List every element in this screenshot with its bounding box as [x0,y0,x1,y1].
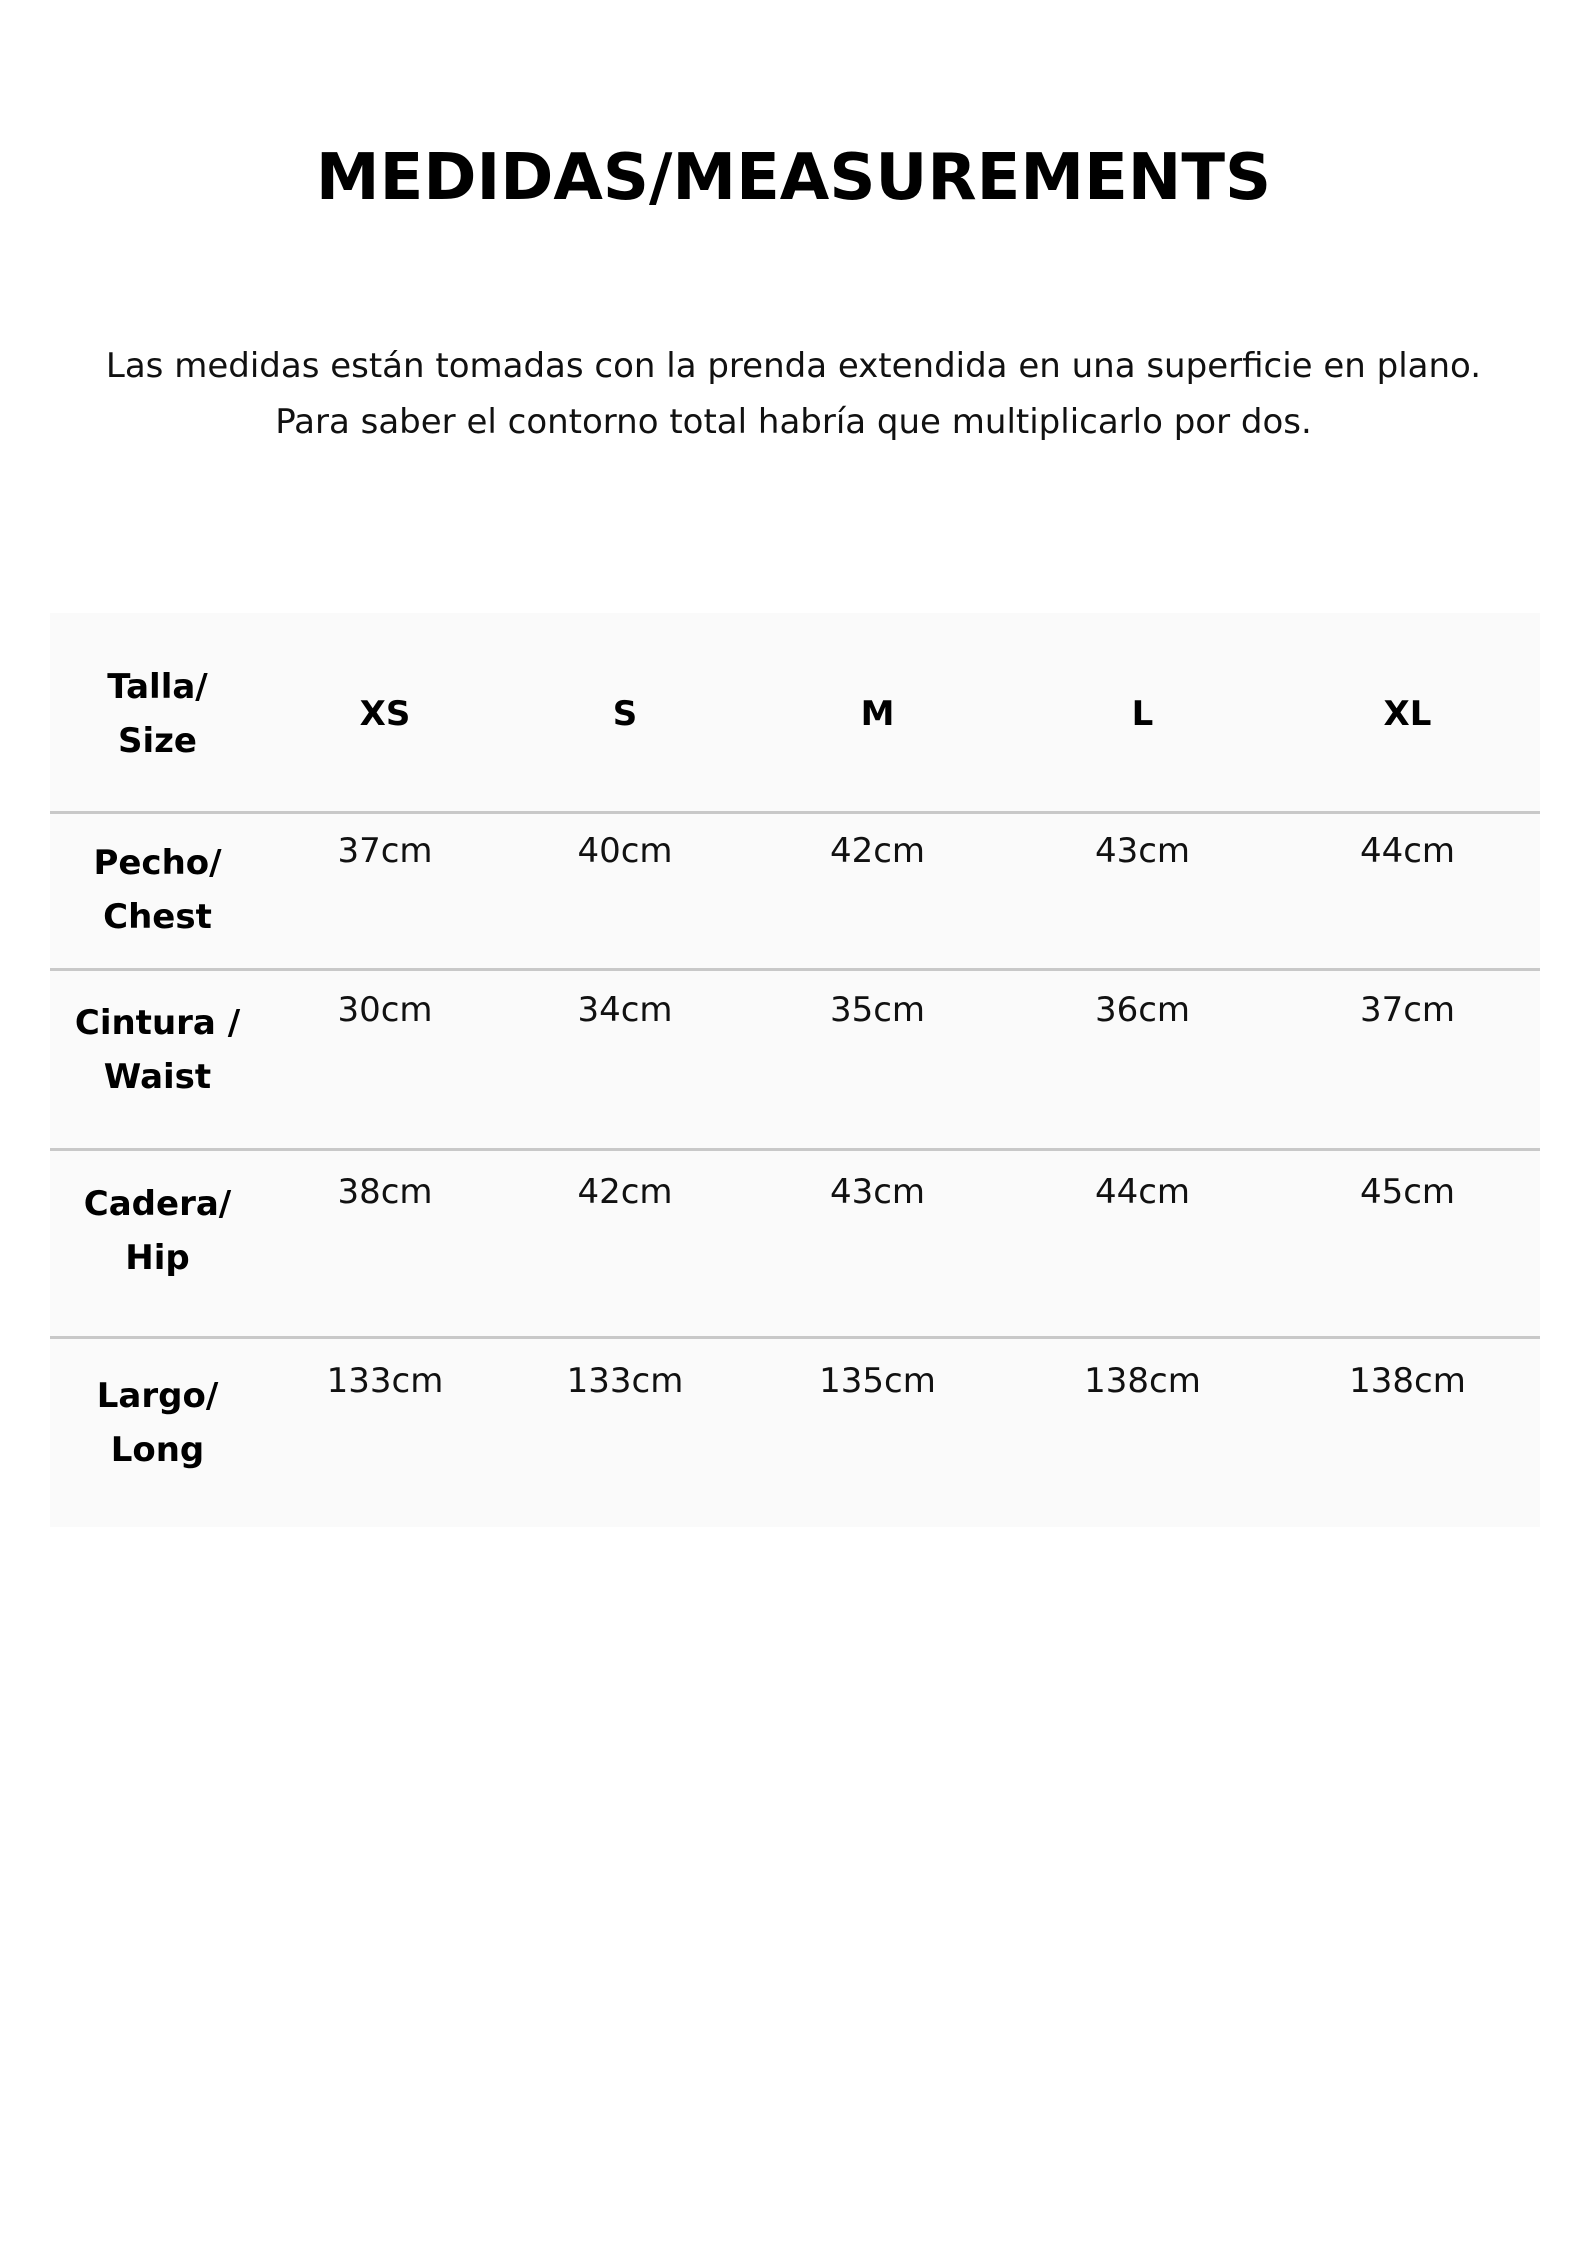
table-row-long [50,1339,1540,1527]
table-cell: 38cm [337,1172,433,1212]
table-cell: 36cm [1094,990,1191,1030]
label-line: Chest [103,897,212,937]
size-header-label [50,613,265,814]
row-label-waist [50,971,265,1151]
table-cell: 40cm [577,831,673,871]
table-cell: 43cm [1094,831,1191,871]
table-cell: 44cm [1094,1172,1191,1212]
size-xs-header: XS [359,694,411,734]
table-row-chest [50,814,1540,971]
label-line: Largo/ [96,1376,219,1416]
label-line: Waist [103,1057,212,1097]
row-label-hip [50,1151,265,1339]
size-s-header: S [612,694,638,734]
table-row-hip [50,1151,1540,1339]
table-cell: 133cm [326,1361,444,1401]
table-cell: 44cm [1359,831,1456,871]
table-header-row [50,613,1540,814]
label-line: Pecho/ [93,843,222,883]
table-row-waist [50,971,1540,1151]
label-line: Cadera/ [83,1184,232,1224]
intro-line-2: Para saber el contorno total habría que multiplicarlo por dos. [275,402,1312,442]
intro-text [0,338,1587,450]
table-cell: 43cm [829,1172,926,1212]
table-cell: 34cm [577,990,673,1030]
table-cell: 138cm [1349,1361,1466,1401]
row-label-chest [50,814,265,971]
size-xl-header: XL [1383,694,1432,734]
label-line: Talla/ [107,667,208,707]
label-line: Long [110,1430,205,1470]
table-cell: 45cm [1359,1172,1456,1212]
table-cell: 133cm [566,1361,684,1401]
table-cell: 35cm [829,990,926,1030]
table-cell: 135cm [819,1361,936,1401]
size-m-header: M [860,694,895,734]
table-cell: 42cm [577,1172,673,1212]
table-cell: 42cm [829,831,926,871]
page-title: MEDIDAS/MEASUREMENTS [315,141,1272,215]
intro-line-1: Las medidas están tomadas con la prenda extendida en una superficie en plano. [105,346,1482,386]
size-l-header: L [1131,694,1154,734]
row-label-long [50,1339,265,1527]
table-cell: 37cm [1359,990,1456,1030]
label-line: Size [118,721,197,761]
table-cell: 30cm [337,990,433,1030]
table-cell: 37cm [337,831,433,871]
label-line: Hip [125,1238,190,1278]
size-table [50,613,1540,1527]
table-cell: 138cm [1084,1361,1201,1401]
label-line: Cintura / [74,1003,241,1043]
